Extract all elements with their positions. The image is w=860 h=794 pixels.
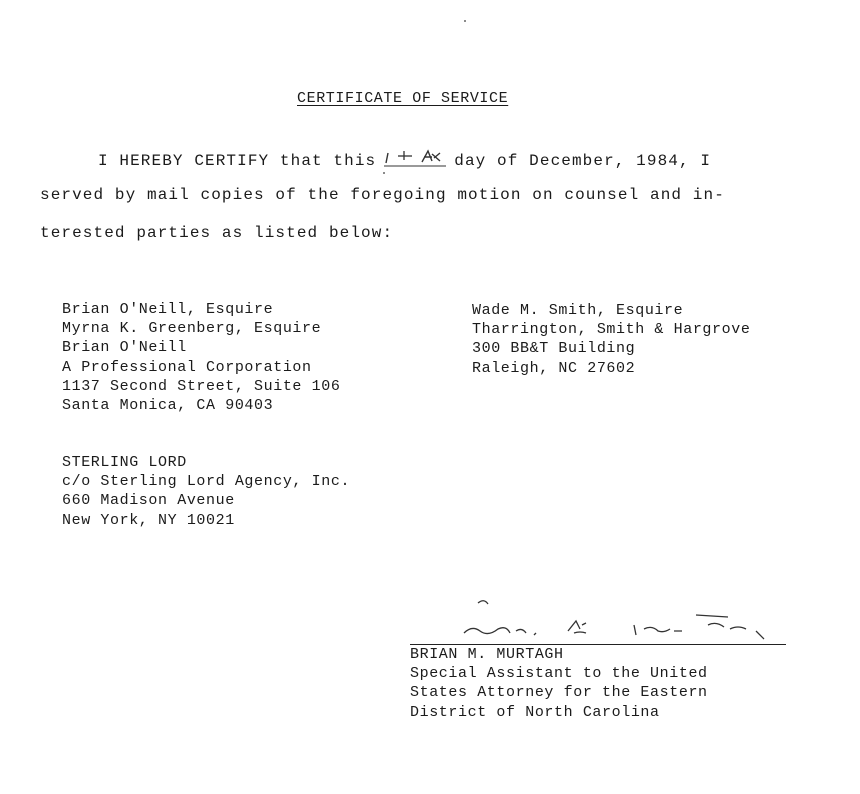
address-line: Wade M. Smith, Esquire [472, 302, 684, 319]
address-line: c/o Sterling Lord Agency, Inc. [62, 473, 351, 491]
address-line: A Professional Corporation [62, 358, 312, 376]
scan-speck [383, 172, 385, 174]
address-line: Tharrington, Smith & Hargrove [472, 321, 751, 339]
certify-line-2: served by mail copies of the foregoing motion on counsel and in- [40, 186, 725, 204]
signer-title-line: Special Assistant to the United [410, 665, 708, 683]
address-line: 660 Madison Avenue [62, 492, 235, 510]
signer-title-line: District of North Carolina [410, 703, 660, 721]
certify-line-3: terested parties as listed below: [40, 224, 394, 242]
address-line: Raleigh, NC 27602 [472, 359, 636, 377]
recipient-smith-address [472, 301, 750, 378]
certify-line-1-start: I HEREBY CERTIFY that this [98, 152, 377, 170]
address-line: Brian O'Neill, Esquire [62, 301, 274, 318]
address-line: Santa Monica, CA 90403 [62, 396, 274, 414]
handwritten-signature [450, 595, 790, 643]
certify-line-1-end: day of December, 1984, I [454, 152, 712, 170]
address-line: 300 BB&T Building [472, 340, 636, 358]
signer-name: BRIAN M. MURTAGH [410, 646, 564, 663]
address-line: Myrna K. Greenberg, Esquire [62, 320, 322, 338]
address-line: Brian O'Neill [62, 339, 187, 357]
address-line: STERLING LORD [62, 454, 187, 471]
recipient-lord-address [62, 453, 350, 530]
document-title: CERTIFICATE OF SERVICE [297, 90, 509, 107]
scan-speck [464, 20, 466, 22]
certify-line-1 [98, 148, 860, 170]
address-line: 1137 Second Street, Suite 106 [62, 377, 341, 395]
signer-title-line: States Attorney for the Eastern [410, 684, 708, 702]
recipient-oneill-address [62, 300, 340, 415]
handwritten-day [382, 148, 448, 168]
address-line: New York, NY 10021 [62, 511, 235, 529]
signer-details [410, 645, 708, 722]
